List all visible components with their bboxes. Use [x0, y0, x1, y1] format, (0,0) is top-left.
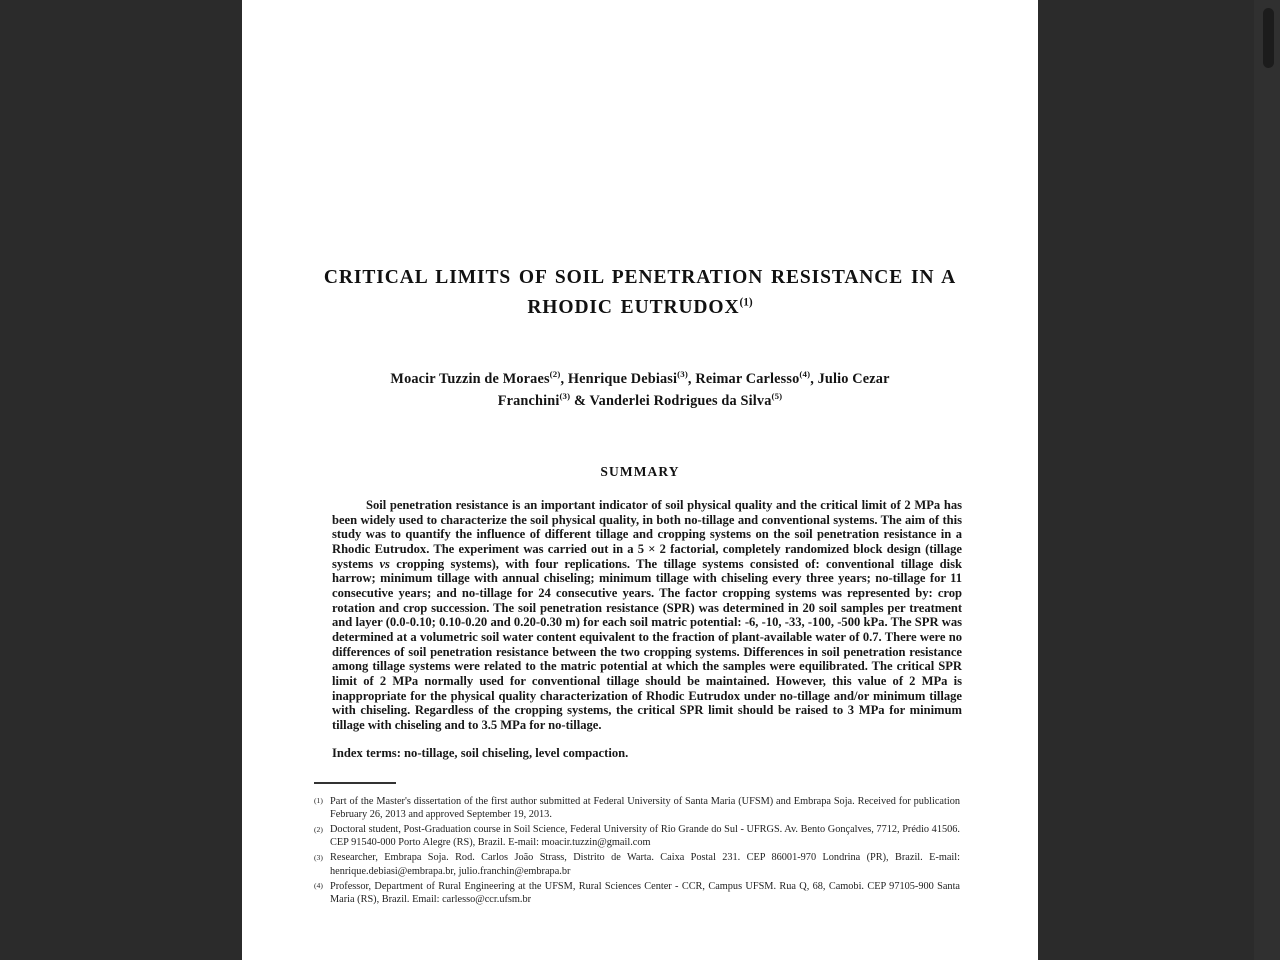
title-line-1: CRITICAL LIMITS OF SOIL PENETRATION RESISTANCE IN A [323, 267, 957, 288]
footnote-item [314, 851, 960, 877]
author-name-1: Moacir Tuzzin de Moraes [390, 371, 550, 387]
footnote-item [314, 823, 960, 849]
author-footnote-marker-4: (3) [559, 391, 571, 402]
author-list [310, 323, 970, 412]
author-footnote-marker-3: (4) [799, 369, 811, 380]
footnote-text: Researcher, Embrapa Soja. Rod. Carlos João Strass, Distrito de Warta. Caixa Postal 231. CEP 86001-970 Londrina (PR), Brazil. E-mail: henrique.debiasi@embrapa.br, julio.franchin@embrapa.br [330, 852, 960, 877]
footnote-text: Part of the Master's dissertation of the first author submitted at Federal University of Santa Maria (UFSM) and Embrapa Soja. Received for publication February 26, 2013 and approved September 19, 2013. [330, 795, 960, 820]
abstract-text-part-1: Soil penetration resistance is an important indicator of soil physical quality and the critical limit of 2 MPa has been widely used to characterize the soil physical quality, in both no-tillage and conventional systems. The aim of this study was to quantify the influence of different tillage and cropping systems on the soil penetration resistance in a Rhodic Eutrudox. The experiment was carried out in a 5 × 2 factorial, completely randomized block design (tillage systems [332, 498, 962, 571]
abstract-section [310, 480, 970, 760]
author-separator-1: , Henrique Debiasi [560, 371, 678, 387]
author-footnote-marker-1: (2) [549, 369, 561, 380]
footnote-item [314, 795, 960, 821]
document-page [242, 0, 1038, 960]
footnote-marker: (3) [314, 853, 323, 863]
footnote-list [310, 784, 970, 907]
abstract-paragraph [332, 498, 962, 733]
footnote-marker: (2) [314, 824, 323, 834]
scrollbar-thumb[interactable] [1263, 8, 1274, 68]
author-separator-4: & Vanderlei Rodrigues da Silva [570, 393, 772, 409]
author-name-4: Franchini [497, 393, 560, 409]
abstract-italic-vs: vs [379, 556, 390, 571]
author-separator-2: , Reimar Carlesso [687, 371, 800, 387]
footnote-item [314, 880, 960, 906]
footnote-marker: (4) [314, 881, 323, 891]
footnote-text: Doctoral student, Post-Graduation course in Soil Science, Federal University of Rio Grande do Sul - UFRGS. Av. Bento Gonçalves, 7712, Prédio 41506. CEP 91540-000 Porto Alegre (RS), Brazil. E-mail: moacir.tuzzin@gmail.com [330, 824, 960, 849]
author-footnote-marker-2: (3) [677, 369, 688, 380]
title-line-2: RHODIC EUTRUDOX [527, 297, 740, 318]
footnote-marker: (1) [314, 796, 323, 806]
footnote-text: Professor, Department of Rural Engineering at the UFSM, Rural Sciences Center - CCR, Campus UFSM. Rua Q, 68, Camobi. CEP 97105-900 Santa Maria (RS), Brazil. Email: carlesso@ccr.ufsm.br [330, 880, 960, 906]
index-terms: Index terms: no-tillage, soil chiseling, level compaction. [332, 745, 629, 760]
page-title [310, 0, 970, 323]
summary-heading: SUMMARY [600, 464, 680, 479]
author-footnote-marker-5: (5) [771, 391, 783, 402]
page-content [242, 0, 1038, 908]
title-footnote-marker: (1) [739, 296, 753, 309]
vertical-scrollbar[interactable] [1254, 0, 1280, 960]
abstract-text-part-2: cropping systems), with four replications. The tillage systems consisted of: conventional tillage disk harrow; minimum tillage with annual chiseling; minimum tillage with chiseling every three years; no-tillage for 11 consecutive years; and no-tillage for 24 consecutive years. The factor cropping systems was represented by: crop rotation and crop succession. The soil penetration resistance (SPR) was determined in 20 soil samples per treatment and layer (0.0-0.10; 0.10-0.20 and 0.20-0.30 m) for each soil matric potential: -6, -10, -33, -100, -500 kPa. The SPR was determined at a volumetric soil water content equivalent to the fraction of plant-available water of 0.7. There were no differences of soil penetration resistance between the two cropping systems. Differences in soil penetration resistance among tillage systems were related to the matric potential at which the samples were equilibrated. The critical SPR limit of 2 MPa normally used for conventional tillage should be maintained. However, this value of 2 MPa is inappropriate for the physical quality characterization of Rhodic Eutrudox under no-tillage and/or minimum tillage with chiseling. Regardless of the cropping systems, the critical SPR limit should be raised to 3 MPa for minimum tillage with chiseling and to 3.5 MPa for no-tillage. [332, 556, 962, 732]
author-separator-3: , Julio Cezar [810, 371, 890, 387]
